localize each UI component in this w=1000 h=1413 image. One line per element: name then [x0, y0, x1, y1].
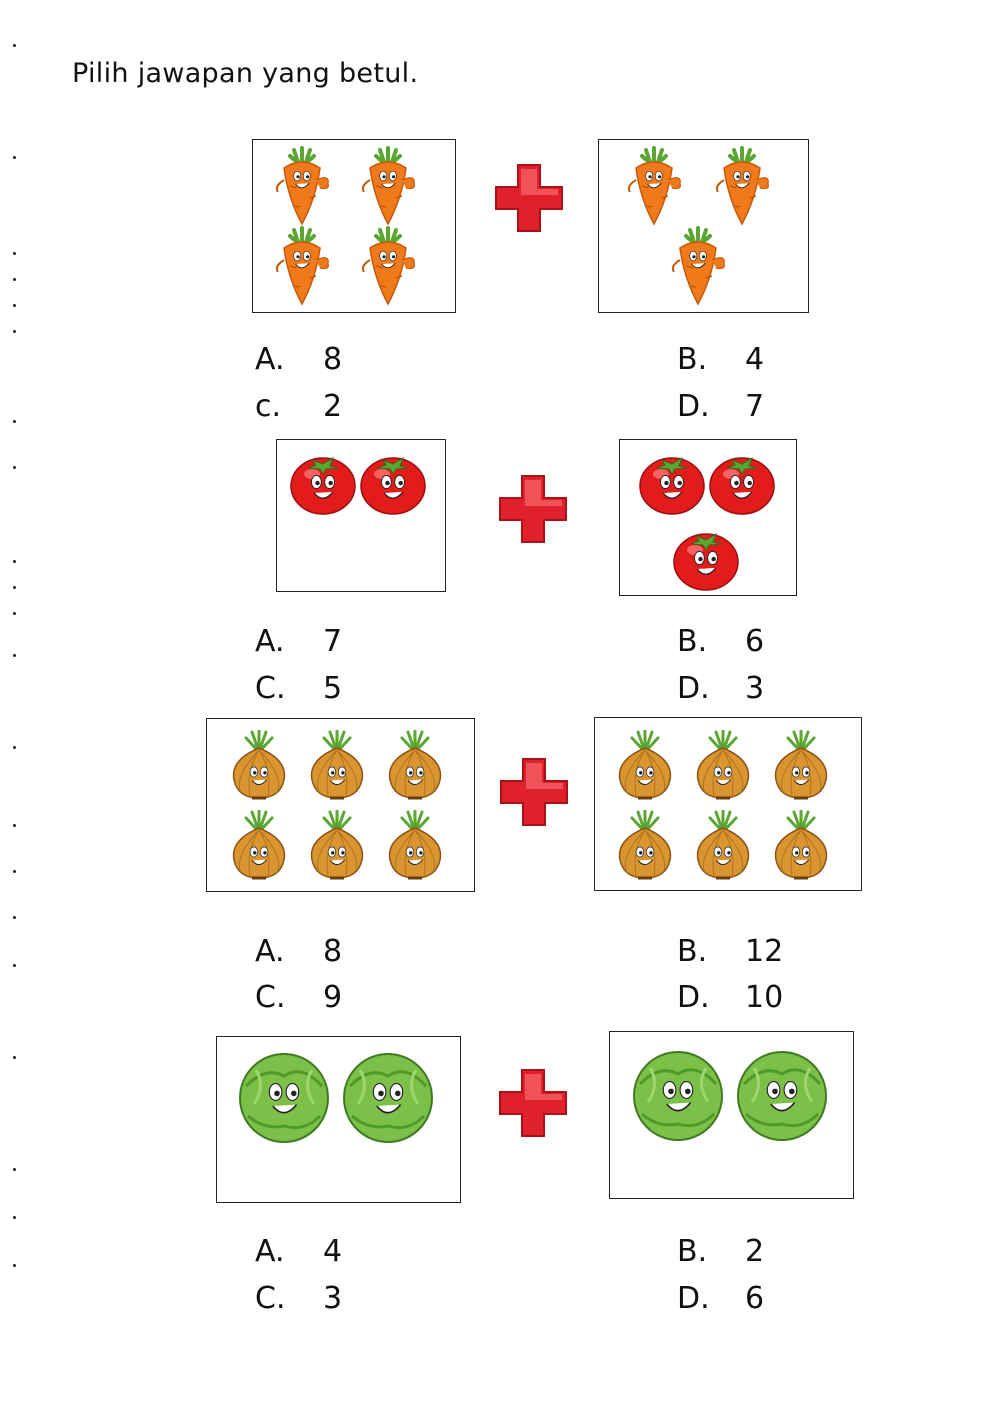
answer-option-c[interactable] [255, 671, 342, 706]
margin-dot [13, 304, 16, 307]
onion-icon [306, 810, 368, 886]
carrot-icon [356, 226, 420, 310]
plus-icon [498, 474, 568, 544]
cabbage-icon [340, 1046, 436, 1150]
answer-option-b[interactable] [677, 934, 783, 969]
option-letter: D. [677, 980, 710, 1015]
answer-option-c[interactable] [255, 1281, 342, 1316]
answer-option-a[interactable] [255, 342, 342, 377]
option-value: 6 [745, 624, 765, 659]
tomato-icon [671, 526, 741, 596]
carrot-icon [622, 146, 686, 230]
onion-icon [614, 810, 676, 886]
onion-icon [692, 730, 754, 806]
margin-dot [13, 870, 16, 873]
answer-option-a[interactable] [255, 934, 342, 969]
margin-dot [13, 916, 16, 919]
margin-dot [13, 330, 16, 333]
tomato-icon [358, 450, 428, 520]
option-value: 7 [745, 389, 765, 424]
option-letter: D. [677, 389, 710, 424]
onion-icon [384, 730, 446, 806]
option-letter: A. [255, 1234, 285, 1269]
tomato-icon [637, 450, 707, 520]
answer-option-d[interactable] [677, 389, 764, 424]
margin-dot [13, 1264, 16, 1267]
option-letter: A. [255, 342, 285, 377]
answer-option-d[interactable] [677, 980, 783, 1015]
answer-option-b[interactable] [677, 624, 764, 659]
option-letter: C. [255, 1281, 286, 1316]
option-value: 2 [323, 389, 343, 424]
carrot-icon [270, 226, 334, 310]
option-value: 4 [323, 1234, 343, 1269]
option-value: 3 [745, 671, 765, 706]
margin-dot [13, 1216, 16, 1219]
margin-dot [13, 824, 16, 827]
onion-icon [306, 730, 368, 806]
option-value: 5 [323, 671, 343, 706]
cabbage-icon [734, 1044, 830, 1148]
margin-dot [13, 44, 16, 47]
option-letter: B. [677, 1234, 708, 1269]
plus-icon [498, 1068, 568, 1138]
option-value: 3 [323, 1281, 343, 1316]
onion-icon [384, 810, 446, 886]
option-letter: B. [677, 934, 708, 969]
option-letter: A. [255, 624, 285, 659]
carrot-icon [270, 146, 334, 230]
option-value: 2 [745, 1234, 765, 1269]
answer-option-a[interactable] [255, 624, 342, 659]
margin-dot [13, 156, 16, 159]
tomato-icon [707, 450, 777, 520]
option-letter: C. [255, 980, 286, 1015]
carrot-icon [710, 146, 774, 230]
answer-option-a[interactable] [255, 1234, 342, 1269]
margin-dot [13, 278, 16, 281]
plus-icon [494, 163, 564, 233]
option-value: 4 [745, 342, 765, 377]
onion-icon [614, 730, 676, 806]
onion-icon [770, 730, 832, 806]
answer-option-b[interactable] [677, 342, 764, 377]
instruction-text: Pilih jawapan yang betul. [72, 58, 419, 89]
option-letter: C. [255, 671, 286, 706]
margin-dot [13, 252, 16, 255]
carrot-icon [666, 226, 730, 310]
option-letter: A. [255, 934, 285, 969]
margin-dot [13, 612, 16, 615]
cabbage-icon [236, 1046, 332, 1150]
margin-dot [13, 466, 16, 469]
answer-option-c[interactable] [255, 389, 342, 424]
option-value: 10 [745, 980, 784, 1015]
onion-icon [228, 810, 290, 886]
answer-option-d[interactable] [677, 1281, 764, 1316]
cabbage-icon [630, 1044, 726, 1148]
tomato-icon [288, 450, 358, 520]
option-letter: B. [677, 624, 708, 659]
margin-dot [13, 746, 16, 749]
margin-dot [13, 560, 16, 563]
margin-dot [13, 964, 16, 967]
option-value: 9 [323, 980, 343, 1015]
option-value: 8 [323, 342, 343, 377]
margin-dot [13, 1168, 16, 1171]
option-value: 8 [323, 934, 343, 969]
answer-option-c[interactable] [255, 980, 342, 1015]
answer-option-d[interactable] [677, 671, 764, 706]
option-letter: D. [677, 1281, 710, 1316]
option-letter: D. [677, 671, 710, 706]
answer-option-b[interactable] [677, 1234, 764, 1269]
margin-dot [13, 1056, 16, 1059]
plus-icon [499, 757, 569, 827]
onion-icon [692, 810, 754, 886]
option-value: 12 [745, 934, 784, 969]
option-value: 6 [745, 1281, 765, 1316]
onion-icon [228, 730, 290, 806]
margin-dot [13, 420, 16, 423]
margin-dot [13, 654, 16, 657]
option-letter: c. [255, 389, 282, 424]
margin-dot [13, 586, 16, 589]
option-letter: B. [677, 342, 708, 377]
onion-icon [770, 810, 832, 886]
carrot-icon [356, 146, 420, 230]
option-value: 7 [323, 624, 343, 659]
